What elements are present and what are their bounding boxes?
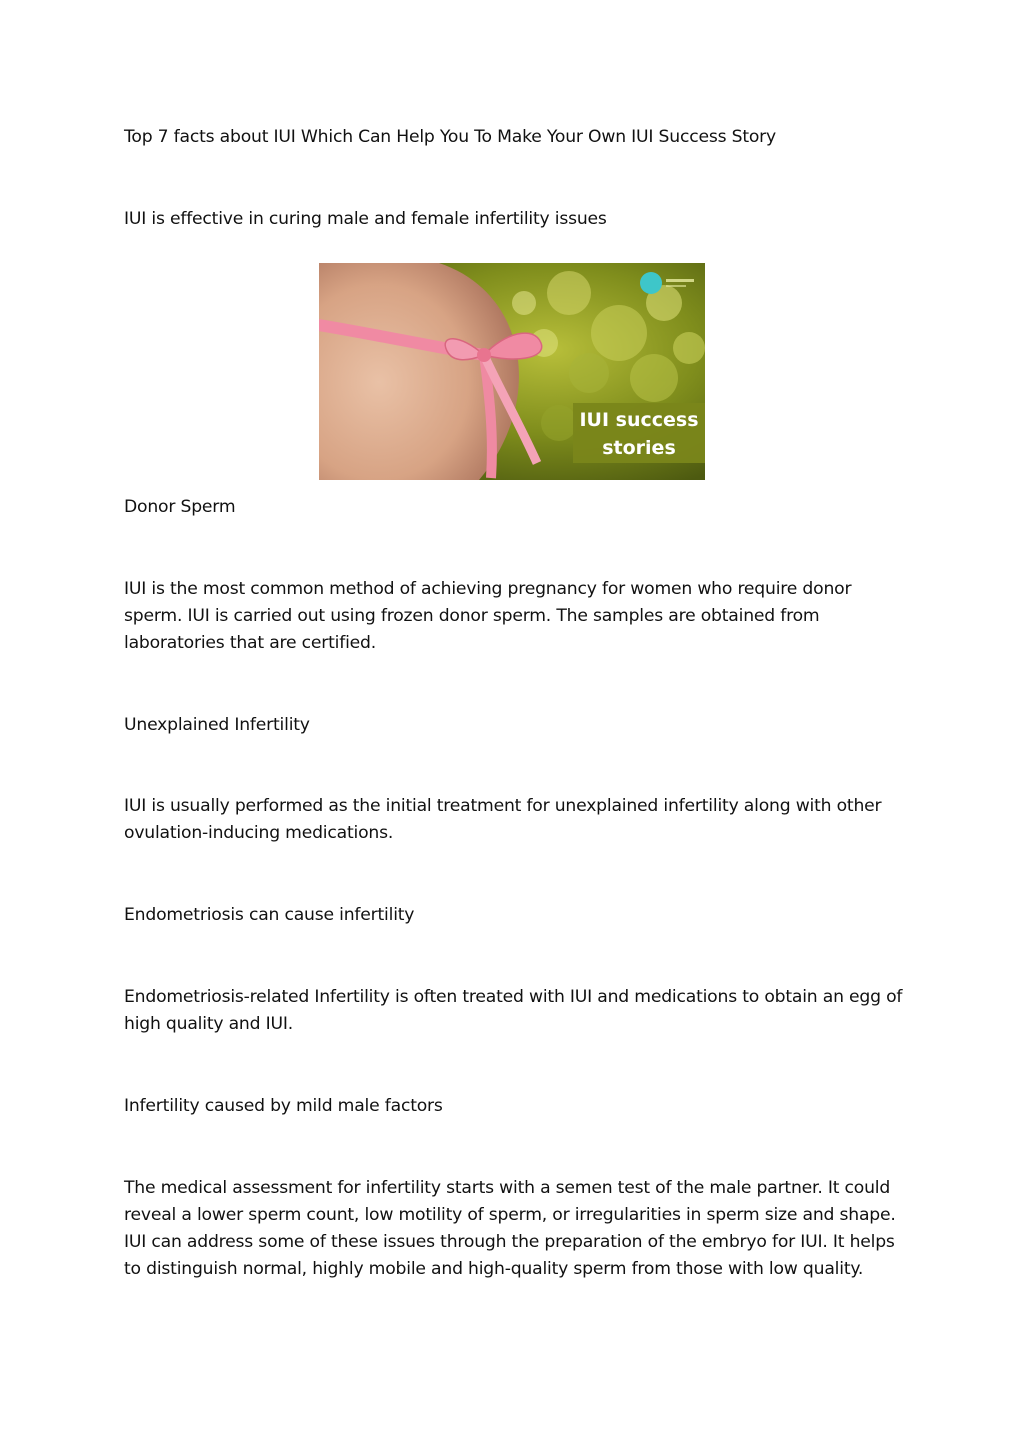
- section-heading: Endometriosis can cause infertility: [124, 905, 415, 925]
- section-heading: Unexplained Infertility: [124, 715, 310, 735]
- iui-success-stories-image: [319, 263, 705, 480]
- caption-line-1: IUI success: [579, 409, 699, 431]
- body-line: The medical assessment for infertility starts with a semen test of the male partner. It could: [124, 1178, 891, 1198]
- body-line: to distinguish normal, highly mobile and high-quality sperm from those with low quality.: [124, 1259, 864, 1279]
- body-line: sperm. IUI is carried out using frozen donor sperm. The samples are obtained from: [124, 606, 820, 626]
- section-heading: Donor Sperm: [124, 497, 236, 517]
- intro-text: IUI is effective in curing male and female infertility issues: [124, 209, 607, 229]
- caption-box: [573, 403, 705, 463]
- body-line: IUI is the most common method of achieving pregnancy for women who require donor: [124, 579, 852, 599]
- section-body: [124, 793, 904, 847]
- section-heading: Infertility caused by mild male factors: [124, 1096, 443, 1116]
- body-line: IUI can address some of these issues through the preparation of the embryo for IUI. It helps: [124, 1232, 895, 1252]
- caption-line-2: stories: [602, 437, 676, 459]
- body-line: Endometriosis-related Infertility is often treated with IUI and medications to obtain an egg of: [124, 987, 903, 1007]
- section-body: [124, 1175, 904, 1283]
- section-body: [124, 576, 904, 657]
- body-line: laboratories that are certified.: [124, 633, 377, 653]
- body-line: reveal a lower sperm count, low motility of sperm, or irregularities in sperm size and shape.: [124, 1205, 896, 1225]
- document-title: Top 7 facts about IUI Which Can Help You To Make Your Own IUI Success Story: [124, 127, 777, 147]
- section-body: [124, 984, 904, 1038]
- body-line: ovulation-inducing medications.: [124, 823, 394, 843]
- body-line: high quality and IUI.: [124, 1014, 293, 1034]
- body-line: IUI is usually performed as the initial treatment for unexplained infertility along with other: [124, 796, 882, 816]
